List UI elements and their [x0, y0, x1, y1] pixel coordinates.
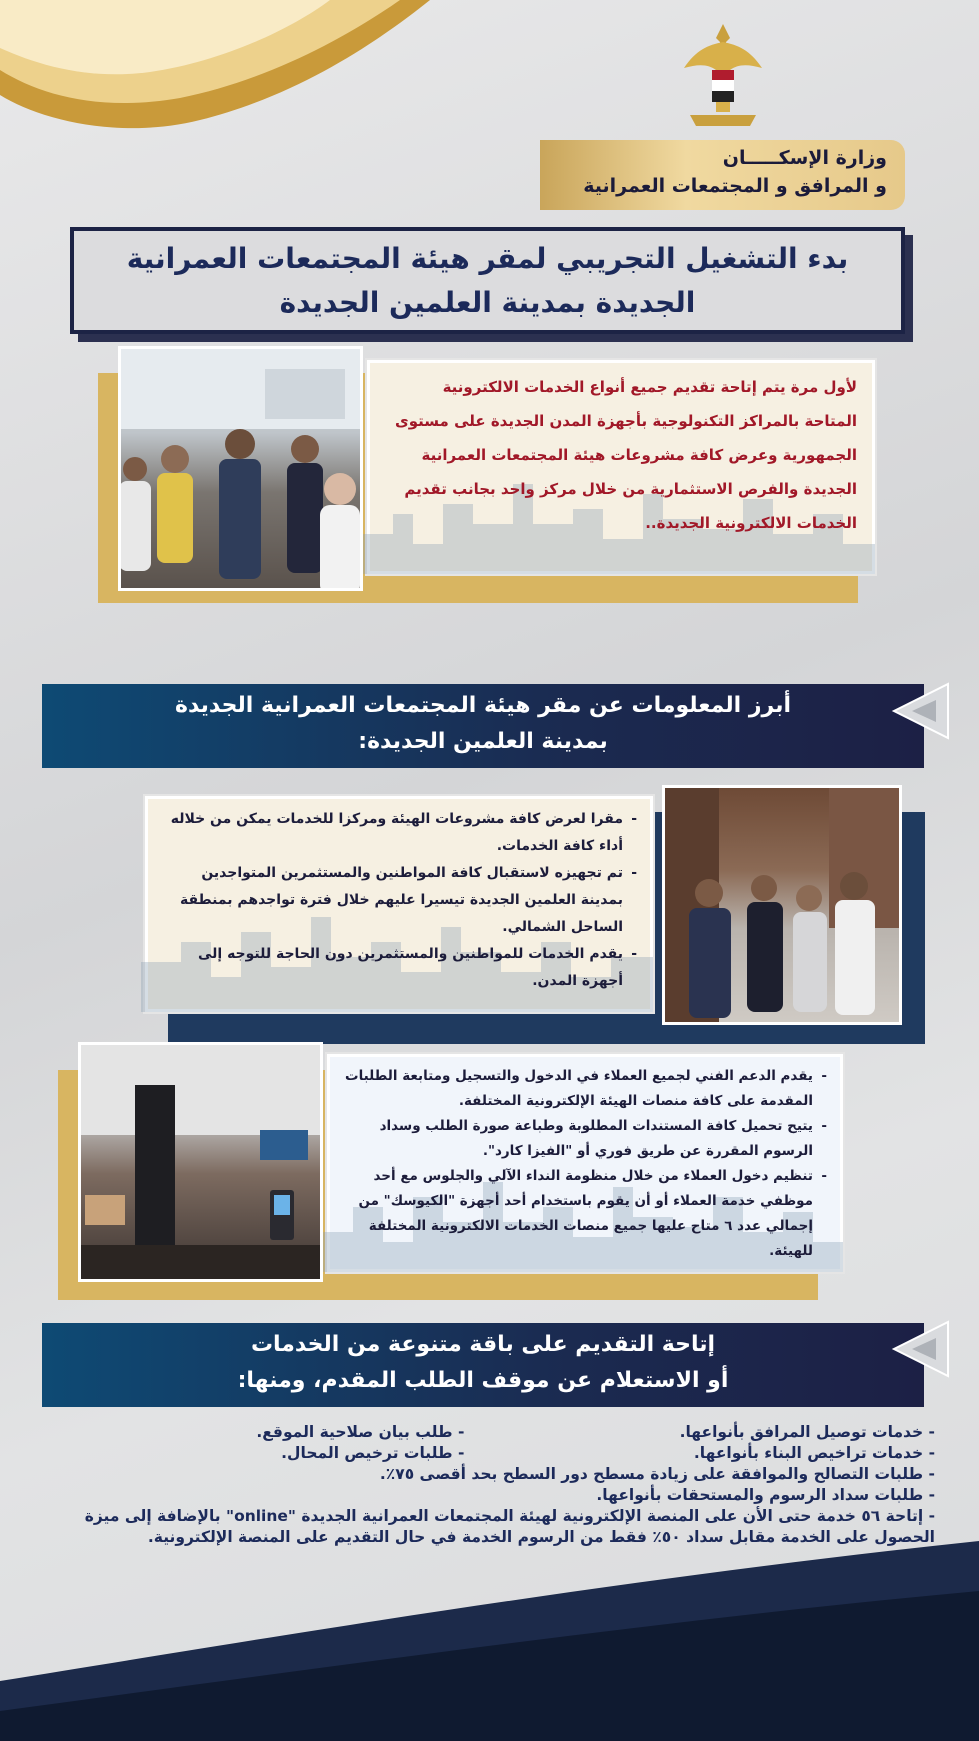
service-item: - خدمات توصيل المرافق بأنواعها. [679, 1423, 935, 1441]
intro-text: لأول مرة يتم إتاحة تقديم جميع أنواع الخدمات الالكترونية المتاحة بالمراكز التكنولوجية بأجهزة المدن الجديدة على مستوى الجمهورية وعرض كافة مشروعات هيئة المجتمعات العمرانية الجديدة والفرص الاستثمارية من خلال مركز واحد بجانب تقديم الخدمات الالكترونية الجديدة.. [395, 378, 857, 532]
section2-banner [42, 1323, 924, 1407]
ministry-name-line1: وزارة الإسكـــــان [722, 147, 887, 169]
main-title-line2: الجديدة بمدينة العلمين الجديدة [279, 286, 696, 319]
ministry-name-line2: و المرافق و المجتمعات العمرانية [583, 175, 887, 197]
info1-item: - تم تجهيزه لاستقبال كافة المواطنين والمستثمرين المتواجدين بمدينة العلمين الجديدة تيسيرا عليهم خلال فترة تواجدهم بمنطقة الساحل الشمالي. [161, 860, 637, 941]
info2-photo-illustration [78, 1045, 320, 1282]
gold-swoosh-decoration [0, 0, 430, 140]
section2-title-line2: أو الاستعلام عن موقف الطلب المقدم، ومنها: [237, 1368, 729, 1393]
section1-banner [42, 684, 924, 768]
section2-title-line1: إتاحة التقديم على باقة متنوعة من الخدمات [250, 1332, 716, 1357]
services-row [30, 1443, 935, 1464]
service-item: - إتاحة ٥٦ خدمة حتى الأن على المنصة الإلكترونية لهيئة المجتمعات العمرانية الجديدة "online" بالإضافة إلى ميزة الحصول على الخدمة مقابل سداد ٥٠٪ فقط من الرسوم الخدمة في حال التقديم على المنصة الإلكترونية. [84, 1507, 935, 1546]
triangle-arrow-icon [888, 680, 952, 742]
service-item: - طلب بيان صلاحية الموقع. [256, 1423, 465, 1441]
info2-item: - يتيح تحميل كافة المستندات المطلوبة وطباعة صورة الطلب وسداد الرسوم المقررة عن طريق فوري أو "الفيزا كارد". [343, 1114, 827, 1164]
info1-item: - يقدم الخدمات للمواطنين والمستثمرين دون الحاجة للتوجه إلى أجهزة المدن. [161, 941, 637, 995]
services-list [30, 1422, 935, 1548]
section1-title-line1: أبرز المعلومات عن مقر هيئة المجتمعات العمرانية الجديدة [174, 693, 792, 718]
bottom-wave-decoration [0, 1521, 979, 1741]
intro-photo [118, 346, 363, 591]
info1-list [145, 796, 653, 1005]
info2-item: - يقدم الدعم الفني لجميع العملاء في الدخول والتسجيل ومتابعة الطلبات المقدمة على كافة منصات الهيئة الإلكترونية المختلفة. [343, 1064, 827, 1114]
info2-text-card [325, 1052, 845, 1274]
info2-list [327, 1054, 843, 1274]
section1-title-line2: بمدينة العلمين الجديدة: [358, 729, 608, 754]
intro-photo-illustration [118, 349, 360, 591]
info1-text-card [143, 794, 655, 1014]
triangle-arrow-icon [888, 1318, 952, 1380]
info1-item: - مقرا لعرض كافة مشروعات الهيئة ومركزا للخدمات يمكن من خلاله أداء كافة الخدمات. [161, 806, 637, 860]
main-title-line1: بدء التشغيل التجريبي لمقر هيئة المجتمعات العمرانية [126, 242, 849, 275]
info1-photo-illustration [662, 788, 899, 1025]
service-item: - خدمات تراخيص البناء بأنواعها. [693, 1444, 935, 1462]
ministry-banner [540, 140, 905, 210]
egypt-eagle-emblem-icon [678, 20, 768, 135]
info1-photo [662, 785, 902, 1025]
intro-text-card [365, 358, 877, 576]
info2-photo [78, 1042, 323, 1282]
info2-item: - تنظيم دخول العملاء من خلال منظومة النداء الآلي والجلوس مع أحد موظفي خدمة العملاء أو أن يقوم باستخدام أحد أجهزة "الكيوسك" من إجمالي عدد ٦ متاح عليها جميع منصات الخدمات الالكترونية المختلفة للهيئة. [343, 1164, 827, 1264]
services-row [30, 1422, 935, 1443]
service-item: - طلبات التصالح والموافقة على زيادة مسطح دور السطح بحد أقصى ٧٥٪. [379, 1465, 935, 1483]
service-item: - طلبات سداد الرسوم والمستحقات بأنواعها. [596, 1486, 935, 1504]
service-item: - طلبات ترخيص المحال. [281, 1444, 465, 1462]
main-title-box [70, 227, 905, 334]
